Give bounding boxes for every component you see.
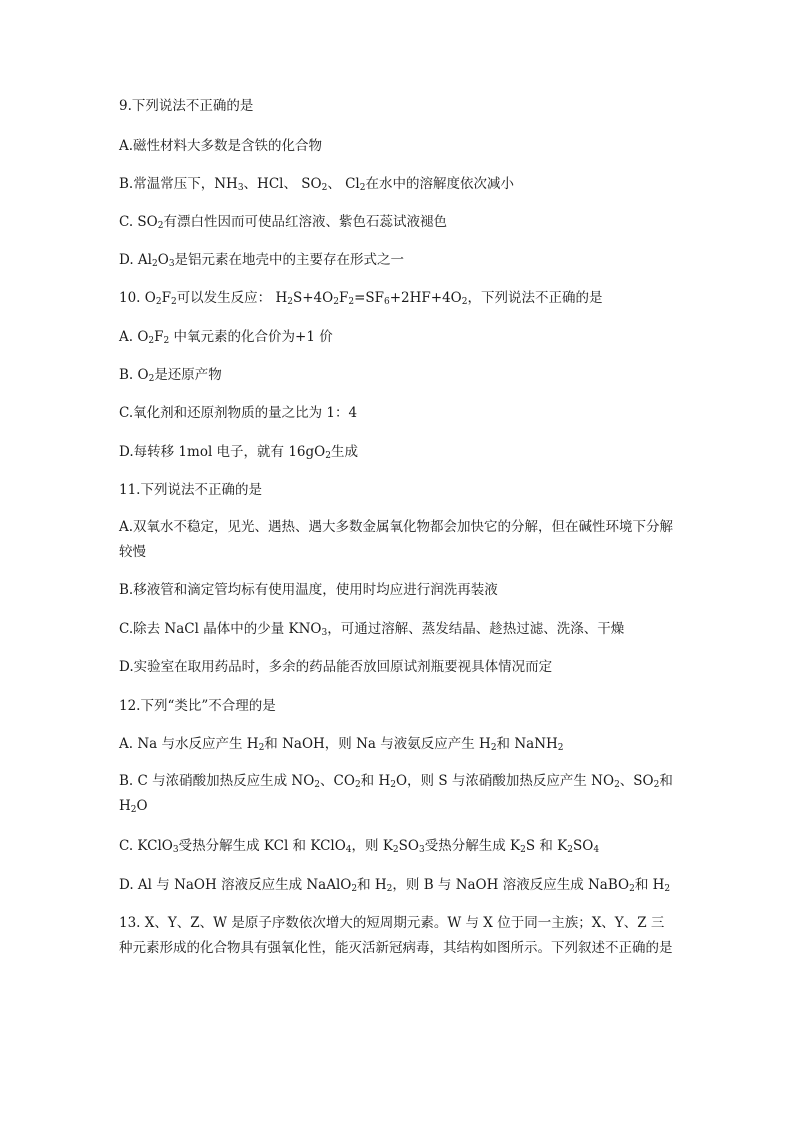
q12-stem: 12.下列“类比”不合理的是: [119, 698, 276, 714]
q11-stem: 11.下列说法不正确的是: [119, 482, 262, 498]
q10-option-c: C.氧化剂和还原剂物质的量之比为 1：4: [119, 405, 358, 421]
q12-option-b: B. C 与浓硝酸加热反应生成 $NO_2$、$CO_2$和 $H_2O$，则 S 与浓硝酸加热反应产生 $NO_2$、$SO_2$和 $H_2O$: [119, 773, 673, 815]
q9-option-d: D. $Al_2O_3$是铝元素在地壳中的主要存在形式之一: [119, 252, 405, 269]
q10-stem: 10. $O_2F_2$可以发生反应： $H_2S+4O_2F_2=SF_6+2HF+4O_2$，下列说法不正确的是: [119, 290, 603, 307]
q12-option-a: A. Na 与水反应产生 $H_2$和 NaOH，则 Na 与液氨反应产生 $H_2$和 NaNH$_2$: [119, 736, 564, 753]
q12-option-d: D. Al 与 NaOH 溶液反应生成 NaAlO$_2$和 $H_2$，则 B 与 NaOH 溶液反应生成 NaBO$_2$和 $H_2$: [119, 877, 671, 894]
q11-option-b: B.移液管和滴定管均标有使用温度，使用时均应进行润洗再装液: [119, 582, 498, 598]
q9-option-a: A.磁性材料大多数是含铁的化合物: [119, 138, 323, 154]
q13-stem: 13. X、Y、Z、W 是原子序数依次增大的短周期元素。W 与 X 位于同一主族；X、Y、Z 三种元素形成的化合物具有强氧化性，能灭活新冠病毒，其结构如图所示。下列叙述不正确的是: [119, 915, 673, 956]
q9-option-b: B.常温常压下，$NH_3$、HCl、 $SO_2$、 $Cl_2$在水中的溶解度依次减小: [119, 176, 514, 193]
q10-option-b: B. $O_2$是还原产物: [119, 367, 222, 384]
q11-option-c: C.除去 NaCl 晶体中的少量 $KNO_3$，可通过溶解、蒸发结晶、趁热过滤、洗涤、干燥: [119, 621, 625, 638]
q11-option-a: A.双氧水不稳定，见光、遇热、遇大多数金属氧化物都会加快它的分解，但在碱性环境下分解较慢: [119, 519, 674, 560]
q11-option-d: D.实验室在取用药品时，多余的药品能否放回原试剂瓶要视具体情况而定: [119, 659, 553, 675]
q9-stem: 9.下列说法不正确的是: [119, 98, 254, 114]
q9-option-c: C. $SO_2$有漂白性因而可使品红溶液、紫色石蕊试液褪色: [119, 214, 447, 231]
q10-option-d: D.每转移 1mol 电子，就有 $16gO_2$生成: [119, 444, 358, 461]
q12-option-c: C. KClO$_3$受热分解生成 KCl 和 KClO$_4$，则 $K_2SO_3$受热分解生成 $K_2S$ 和 $K_2SO_4$: [119, 838, 600, 855]
q10-option-a: A. $O_2F_2$ 中氧元素的化合价为+1 价: [119, 329, 333, 346]
